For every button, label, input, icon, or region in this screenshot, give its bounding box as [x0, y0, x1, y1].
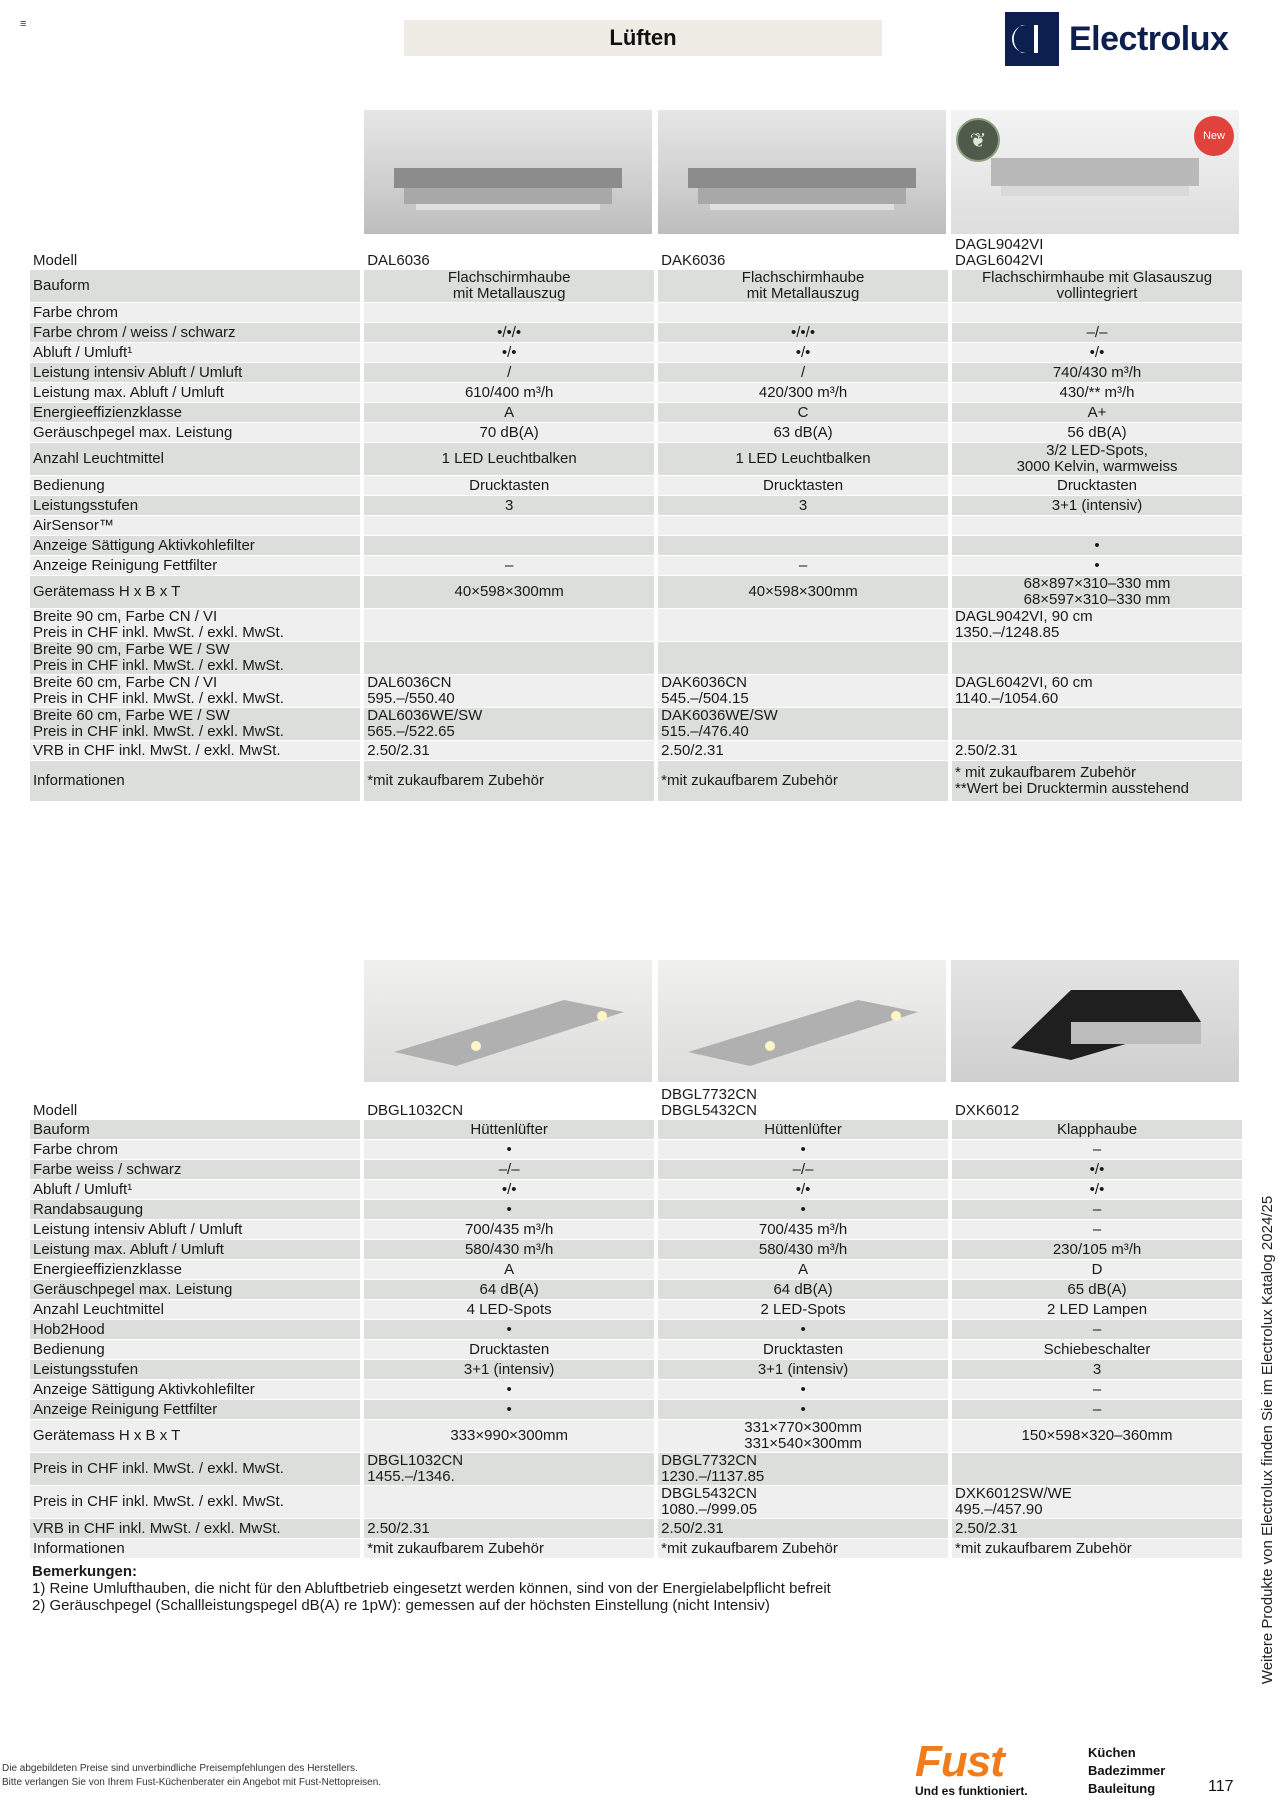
spec-value: –: [952, 1140, 1242, 1159]
spec-value: 2.50/2.31: [364, 1519, 654, 1538]
fust-tagline: Und es funktioniert.: [915, 1784, 1028, 1798]
spec-value: •/•/•: [364, 323, 654, 342]
spec-value: 3/2 LED-Spots, 3000 Kelvin, warmweiss: [952, 443, 1242, 475]
fust-wordmark: Fust: [915, 1737, 1004, 1786]
spec-value: DXK6012SW/WE 495.–/457.90: [952, 1486, 1242, 1518]
spec-row: [30, 270, 1242, 302]
spec-value: •/•: [658, 343, 948, 362]
spec-row: [30, 1519, 1242, 1538]
spec-value: [952, 303, 1242, 322]
spec-row: [30, 363, 1242, 382]
product-image-dbgl1032cn: [364, 960, 652, 1082]
model-name: DBGL7732CN DBGL5432CN: [661, 1086, 757, 1119]
spec-label: Gerätemass H x B x T: [30, 1420, 360, 1452]
spec-value: –/–: [952, 323, 1242, 342]
spec-value: 2.50/2.31: [364, 741, 654, 760]
spec-label: Hob2Hood: [30, 1320, 360, 1339]
spec-value: Flachschirmhaube mit Metallauszug: [364, 270, 654, 302]
spec-value: A: [364, 403, 654, 422]
spec-label: Anzeige Sättigung Aktivkohlefilter: [30, 536, 360, 555]
section-title: Lüften: [404, 20, 882, 56]
spec-value: DAL6036CN 595.–/550.40: [364, 675, 654, 707]
spec-row: [30, 1486, 1242, 1518]
spec-row: [30, 708, 1242, 740]
spec-value: •: [952, 536, 1242, 555]
spec-value: 420/300 m³/h: [658, 383, 948, 402]
spec-label: AirSensor™: [30, 516, 360, 535]
spec-row: [30, 343, 1242, 362]
spec-value: 2.50/2.31: [952, 741, 1242, 760]
spec-row: [30, 576, 1242, 608]
spec-value: [658, 536, 948, 555]
spec-value: –: [952, 1200, 1242, 1219]
spec-row: [30, 1180, 1242, 1199]
spec-value: •: [658, 1380, 948, 1399]
spec-label: Farbe chrom: [30, 303, 360, 322]
brand-name: Electrolux: [1069, 19, 1229, 58]
spec-value: •/•: [364, 343, 654, 362]
spec-value: [658, 516, 948, 535]
menu-icon[interactable]: ≡: [20, 18, 27, 30]
spec-value: 68×897×310–330 mm 68×597×310–330 mm: [952, 576, 1242, 608]
spec-value: 64 dB(A): [364, 1280, 654, 1299]
spec-value: A: [364, 1260, 654, 1279]
spec-row: [30, 303, 1242, 322]
spec-value: 430/** m³/h: [952, 383, 1242, 402]
spec-label: Informationen: [30, 1539, 360, 1558]
spec-value: [952, 1453, 1242, 1485]
spec-row: [30, 1340, 1242, 1359]
spec-value: •/•: [364, 1180, 654, 1199]
electrolux-logo-mark: [1005, 12, 1059, 66]
spec-value: A+: [952, 403, 1242, 422]
spec-value: 40×598×300mm: [364, 576, 654, 608]
spec-value: 4 LED-Spots: [364, 1300, 654, 1319]
spec-value: 3: [364, 496, 654, 515]
spec-label: Breite 60 cm, Farbe CN / VI Preis in CHF inkl. MwSt. / exkl. MwSt.: [30, 675, 360, 707]
spec-value: •/•: [952, 1180, 1242, 1199]
spec-label: Leistung intensiv Abluft / Umluft: [30, 363, 360, 382]
spec-value: 2 LED Lampen: [952, 1300, 1242, 1319]
spec-row: [30, 1420, 1242, 1452]
spec-label: Leistungsstufen: [30, 496, 360, 515]
spec-label: Gerätemass H x B x T: [30, 576, 360, 608]
spec-value: [364, 1486, 654, 1518]
spec-value: D: [952, 1260, 1242, 1279]
spec-value: [364, 642, 654, 674]
spec-value: [364, 303, 654, 322]
spec-value: * mit zukaufbarem Zubehör **Wert bei Drucktermin ausstehend: [952, 761, 1242, 801]
spec-value: 333×990×300mm: [364, 1420, 654, 1452]
spec-value: Drucktasten: [364, 1340, 654, 1359]
spec-value: DAGL6042VI, 60 cm 1140.–/1054.60: [952, 675, 1242, 707]
spec-value: 65 dB(A): [952, 1280, 1242, 1299]
spec-value: Hüttenlüfter: [658, 1120, 948, 1139]
spec-value: –: [658, 556, 948, 575]
spec-value: Schiebeschalter: [952, 1340, 1242, 1359]
spec-value: *mit zukaufbarem Zubehör: [364, 761, 654, 801]
spec-value: Drucktasten: [952, 476, 1242, 495]
spec-label: Preis in CHF inkl. MwSt. / exkl. MwSt.: [30, 1486, 360, 1518]
spec-label: Farbe chrom / weiss / schwarz: [30, 323, 360, 342]
spec-row: [30, 1120, 1242, 1139]
spec-label: Leistung max. Abluft / Umluft: [30, 1240, 360, 1259]
spec-label: Anzeige Reinigung Fettfilter: [30, 1400, 360, 1419]
spec-value: [364, 516, 654, 535]
spec-value: Klapphaube: [952, 1120, 1242, 1139]
spec-label: Bedienung: [30, 476, 360, 495]
spec-value: 610/400 m³/h: [364, 383, 654, 402]
spec-row: [30, 642, 1242, 674]
product-image-dak6036: [658, 110, 946, 234]
electrolux-logo: [1005, 10, 1245, 68]
header-label: Modell: [33, 252, 78, 269]
spec-label: Leistung intensiv Abluft / Umluft: [30, 1220, 360, 1239]
spec-value: 3: [952, 1360, 1242, 1379]
spec-value: •/•: [658, 1180, 948, 1199]
spec-row: [30, 496, 1242, 515]
spec-value: *mit zukaufbarem Zubehör: [658, 761, 948, 801]
spec-label: Randabsaugung: [30, 1200, 360, 1219]
fust-service-item: Bauleitung: [1088, 1781, 1156, 1796]
spec-value: •/•: [952, 1160, 1242, 1179]
spec-table-1: [26, 234, 1246, 802]
spec-value: 2.50/2.31: [658, 741, 948, 760]
price-disclaimer: [2, 1762, 381, 1790]
spec-label: Anzahl Leuchtmittel: [30, 1300, 360, 1319]
spec-row: [30, 1539, 1242, 1558]
spec-value: –: [952, 1220, 1242, 1239]
spec-value: 1 LED Leuchtbalken: [364, 443, 654, 475]
fust-logo: [915, 1737, 1075, 1798]
spec-value: Drucktasten: [658, 1340, 948, 1359]
disclaimer-line-2: Bitte verlangen Sie von Ihrem Fust-Küchenberater ein Angebot mit Fust-Nettopreisen.: [2, 1777, 382, 1788]
spec-value: •: [658, 1140, 948, 1159]
spec-value: –/–: [364, 1160, 654, 1179]
table2-header-row: [30, 1085, 1242, 1119]
spec-row: [30, 556, 1242, 575]
spec-row: [30, 675, 1242, 707]
spec-label: Preis in CHF inkl. MwSt. / exkl. MwSt.: [30, 1453, 360, 1485]
spec-row: [30, 423, 1242, 442]
remark-2: 2) Geräuschpegel (Schallleistungspegel dB(A) re 1pW): gemessen auf der höchsten Einstellung (nicht Intensiv): [32, 1597, 770, 1614]
spec-value: 70 dB(A): [364, 423, 654, 442]
spec-row: [30, 1160, 1242, 1179]
spec-value: [364, 609, 654, 641]
spec-value: Drucktasten: [364, 476, 654, 495]
spec-label: Abluft / Umluft¹: [30, 1180, 360, 1199]
spec-value: Flachschirmhaube mit Glasauszug vollintegriert: [952, 270, 1242, 302]
spec-value: •: [364, 1200, 654, 1219]
spec-row: [30, 516, 1242, 535]
spec-value: DAGL9042VI, 90 cm 1350.–/1248.85: [952, 609, 1242, 641]
spec-row: [30, 741, 1242, 760]
spec-label: Bedienung: [30, 1340, 360, 1359]
spec-value: /: [364, 363, 654, 382]
spec-row: [30, 1453, 1242, 1485]
spec-value: [658, 609, 948, 641]
model-name: DBGL1032CN: [367, 1102, 464, 1119]
spec-table-2: [26, 1084, 1246, 1559]
spec-label: Bauform: [30, 270, 360, 302]
spec-value: –: [364, 556, 654, 575]
spec-label: Breite 90 cm, Farbe WE / SW Preis in CHF inkl. MwSt. / exkl. MwSt.: [30, 642, 360, 674]
product-image-dal6036: [364, 110, 652, 234]
spec-value: 580/430 m³/h: [364, 1240, 654, 1259]
spec-value: 230/105 m³/h: [952, 1240, 1242, 1259]
header-label: Modell: [33, 1102, 78, 1119]
spec-value: DBGL1032CN 1455.–/1346.: [364, 1453, 654, 1485]
spec-value: 580/430 m³/h: [658, 1240, 948, 1259]
spec-value: A: [658, 1260, 948, 1279]
spec-row: [30, 1240, 1242, 1259]
disclaimer-line-1: Die abgebildeten Preise sind unverbindliche Preisempfehlungen des Herstellers.: [2, 1763, 358, 1774]
spec-value: •: [952, 556, 1242, 575]
spec-value: •: [364, 1140, 654, 1159]
spec-row: [30, 403, 1242, 422]
spec-label: Leistung max. Abluft / Umluft: [30, 383, 360, 402]
spec-value: –: [952, 1380, 1242, 1399]
spec-value: Hüttenlüfter: [364, 1120, 654, 1139]
spec-value: –: [952, 1320, 1242, 1339]
spec-value: 331×770×300mm 331×540×300mm: [658, 1420, 948, 1452]
spec-row: [30, 323, 1242, 342]
spec-value: •: [658, 1320, 948, 1339]
spec-value: 63 dB(A): [658, 423, 948, 442]
spec-value: 150×598×320–360mm: [952, 1420, 1242, 1452]
spec-value: •: [658, 1200, 948, 1219]
table1-header-row: [30, 235, 1242, 269]
spec-value: DAK6036WE/SW 515.–/476.40: [658, 708, 948, 740]
remarks-title: Bemerkungen:: [32, 1563, 138, 1580]
spec-label: VRB in CHF inkl. MwSt. / exkl. MwSt.: [30, 1519, 360, 1538]
spec-label: Energieeffizienzklasse: [30, 403, 360, 422]
spec-label: Anzeige Reinigung Fettfilter: [30, 556, 360, 575]
spec-value: 1 LED Leuchtbalken: [658, 443, 948, 475]
spec-value: 3+1 (intensiv): [658, 1360, 948, 1379]
spec-row: [30, 761, 1242, 801]
spec-value: 40×598×300mm: [658, 576, 948, 608]
spec-value: –/–: [658, 1160, 948, 1179]
spec-value: •: [364, 1320, 654, 1339]
spec-value: •/•: [952, 343, 1242, 362]
spec-value: •: [364, 1400, 654, 1419]
product-image-dxk6012: [951, 960, 1239, 1082]
spec-value: /: [658, 363, 948, 382]
fust-services: [1088, 1744, 1165, 1798]
spec-value: [364, 536, 654, 555]
spec-row: [30, 1320, 1242, 1339]
spec-value: DAL6036WE/SW 565.–/522.65: [364, 708, 654, 740]
spec-row: [30, 536, 1242, 555]
spec-value: *mit zukaufbarem Zubehör: [364, 1539, 654, 1558]
spec-label: Geräuschpegel max. Leistung: [30, 1280, 360, 1299]
spec-value: 2 LED-Spots: [658, 1300, 948, 1319]
spec-value: 2.50/2.31: [952, 1519, 1242, 1538]
spec-row: [30, 1300, 1242, 1319]
spec-label: Farbe weiss / schwarz: [30, 1160, 360, 1179]
spec-value: 3: [658, 496, 948, 515]
spec-row: [30, 476, 1242, 495]
spec-row: [30, 1220, 1242, 1239]
spec-value: DBGL5432CN 1080.–/999.05: [658, 1486, 948, 1518]
spec-value: 56 dB(A): [952, 423, 1242, 442]
spec-value: [658, 303, 948, 322]
spec-value: Flachschirmhaube mit Metallauszug: [658, 270, 948, 302]
spec-row: [30, 443, 1242, 475]
spec-value: •/•/•: [658, 323, 948, 342]
spec-label: Energieeffizienzklasse: [30, 1260, 360, 1279]
spec-label: Bauform: [30, 1120, 360, 1139]
spec-value: [952, 642, 1242, 674]
remark-1: 1) Reine Umlufthauben, die nicht für den Abluftbetrieb eingesetzt werden können, sind von der Energielabelpflicht befreit: [32, 1580, 831, 1597]
new-badge: New: [1194, 116, 1234, 156]
spec-row: [30, 1380, 1242, 1399]
spec-label: Leistungsstufen: [30, 1360, 360, 1379]
remarks: [32, 1563, 992, 1614]
model-name: DAL6036: [367, 252, 430, 269]
spec-label: Anzeige Sättigung Aktivkohlefilter: [30, 1380, 360, 1399]
spec-row: [30, 609, 1242, 641]
fust-service-item: Badezimmer: [1088, 1763, 1166, 1778]
spec-value: *mit zukaufbarem Zubehör: [658, 1539, 948, 1558]
spec-label: Farbe chrom: [30, 1140, 360, 1159]
model-name: DXK6012: [955, 1102, 1020, 1119]
spec-row: [30, 1200, 1242, 1219]
spec-row: [30, 1140, 1242, 1159]
spec-label: VRB in CHF inkl. MwSt. / exkl. MwSt.: [30, 741, 360, 760]
spec-value: 3+1 (intensiv): [952, 496, 1242, 515]
spec-value: 700/435 m³/h: [658, 1220, 948, 1239]
spec-value: 64 dB(A): [658, 1280, 948, 1299]
product-image-dbgl7732cn: [658, 960, 946, 1082]
spec-row: [30, 1280, 1242, 1299]
spec-row: [30, 1360, 1242, 1379]
spec-value: 2.50/2.31: [658, 1519, 948, 1538]
spec-value: –: [952, 1400, 1242, 1419]
spec-value: •: [364, 1380, 654, 1399]
spec-value: C: [658, 403, 948, 422]
page-number: 117: [1208, 1778, 1234, 1795]
spec-label: Abluft / Umluft¹: [30, 343, 360, 362]
spec-value: •: [658, 1400, 948, 1419]
spec-row: [30, 1260, 1242, 1279]
fust-service-item: Küchen: [1088, 1745, 1136, 1760]
spec-value: DAK6036CN 545.–/504.15: [658, 675, 948, 707]
model-name: DAK6036: [661, 252, 726, 269]
spec-value: [658, 642, 948, 674]
spec-row: [30, 1400, 1242, 1419]
spec-label: Geräuschpegel max. Leistung: [30, 423, 360, 442]
spec-value: [952, 708, 1242, 740]
spec-row: [30, 383, 1242, 402]
spec-label: Informationen: [30, 761, 360, 801]
spec-label: Breite 90 cm, Farbe CN / VI Preis in CHF inkl. MwSt. / exkl. MwSt.: [30, 609, 360, 641]
spec-value: 700/435 m³/h: [364, 1220, 654, 1239]
spec-value: *mit zukaufbarem Zubehör: [952, 1539, 1242, 1558]
catalog-side-note: Weitere Produkte von Electrolux finden Sie im Electrolux Katalog 2024/25: [1259, 1195, 1276, 1685]
spec-value: 3+1 (intensiv): [364, 1360, 654, 1379]
spec-value: Drucktasten: [658, 476, 948, 495]
spec-label: Breite 60 cm, Farbe WE / SW Preis in CHF inkl. MwSt. / exkl. MwSt.: [30, 708, 360, 740]
spec-value: [952, 516, 1242, 535]
model-name: DAGL9042VI DAGL6042VI: [955, 236, 1044, 269]
spec-value: 740/430 m³/h: [952, 363, 1242, 382]
spec-value: DBGL7732CN 1230.–/1137.85: [658, 1453, 948, 1485]
eco-badge-icon: ❦: [956, 118, 1000, 162]
spec-label: Anzahl Leuchtmittel: [30, 443, 360, 475]
